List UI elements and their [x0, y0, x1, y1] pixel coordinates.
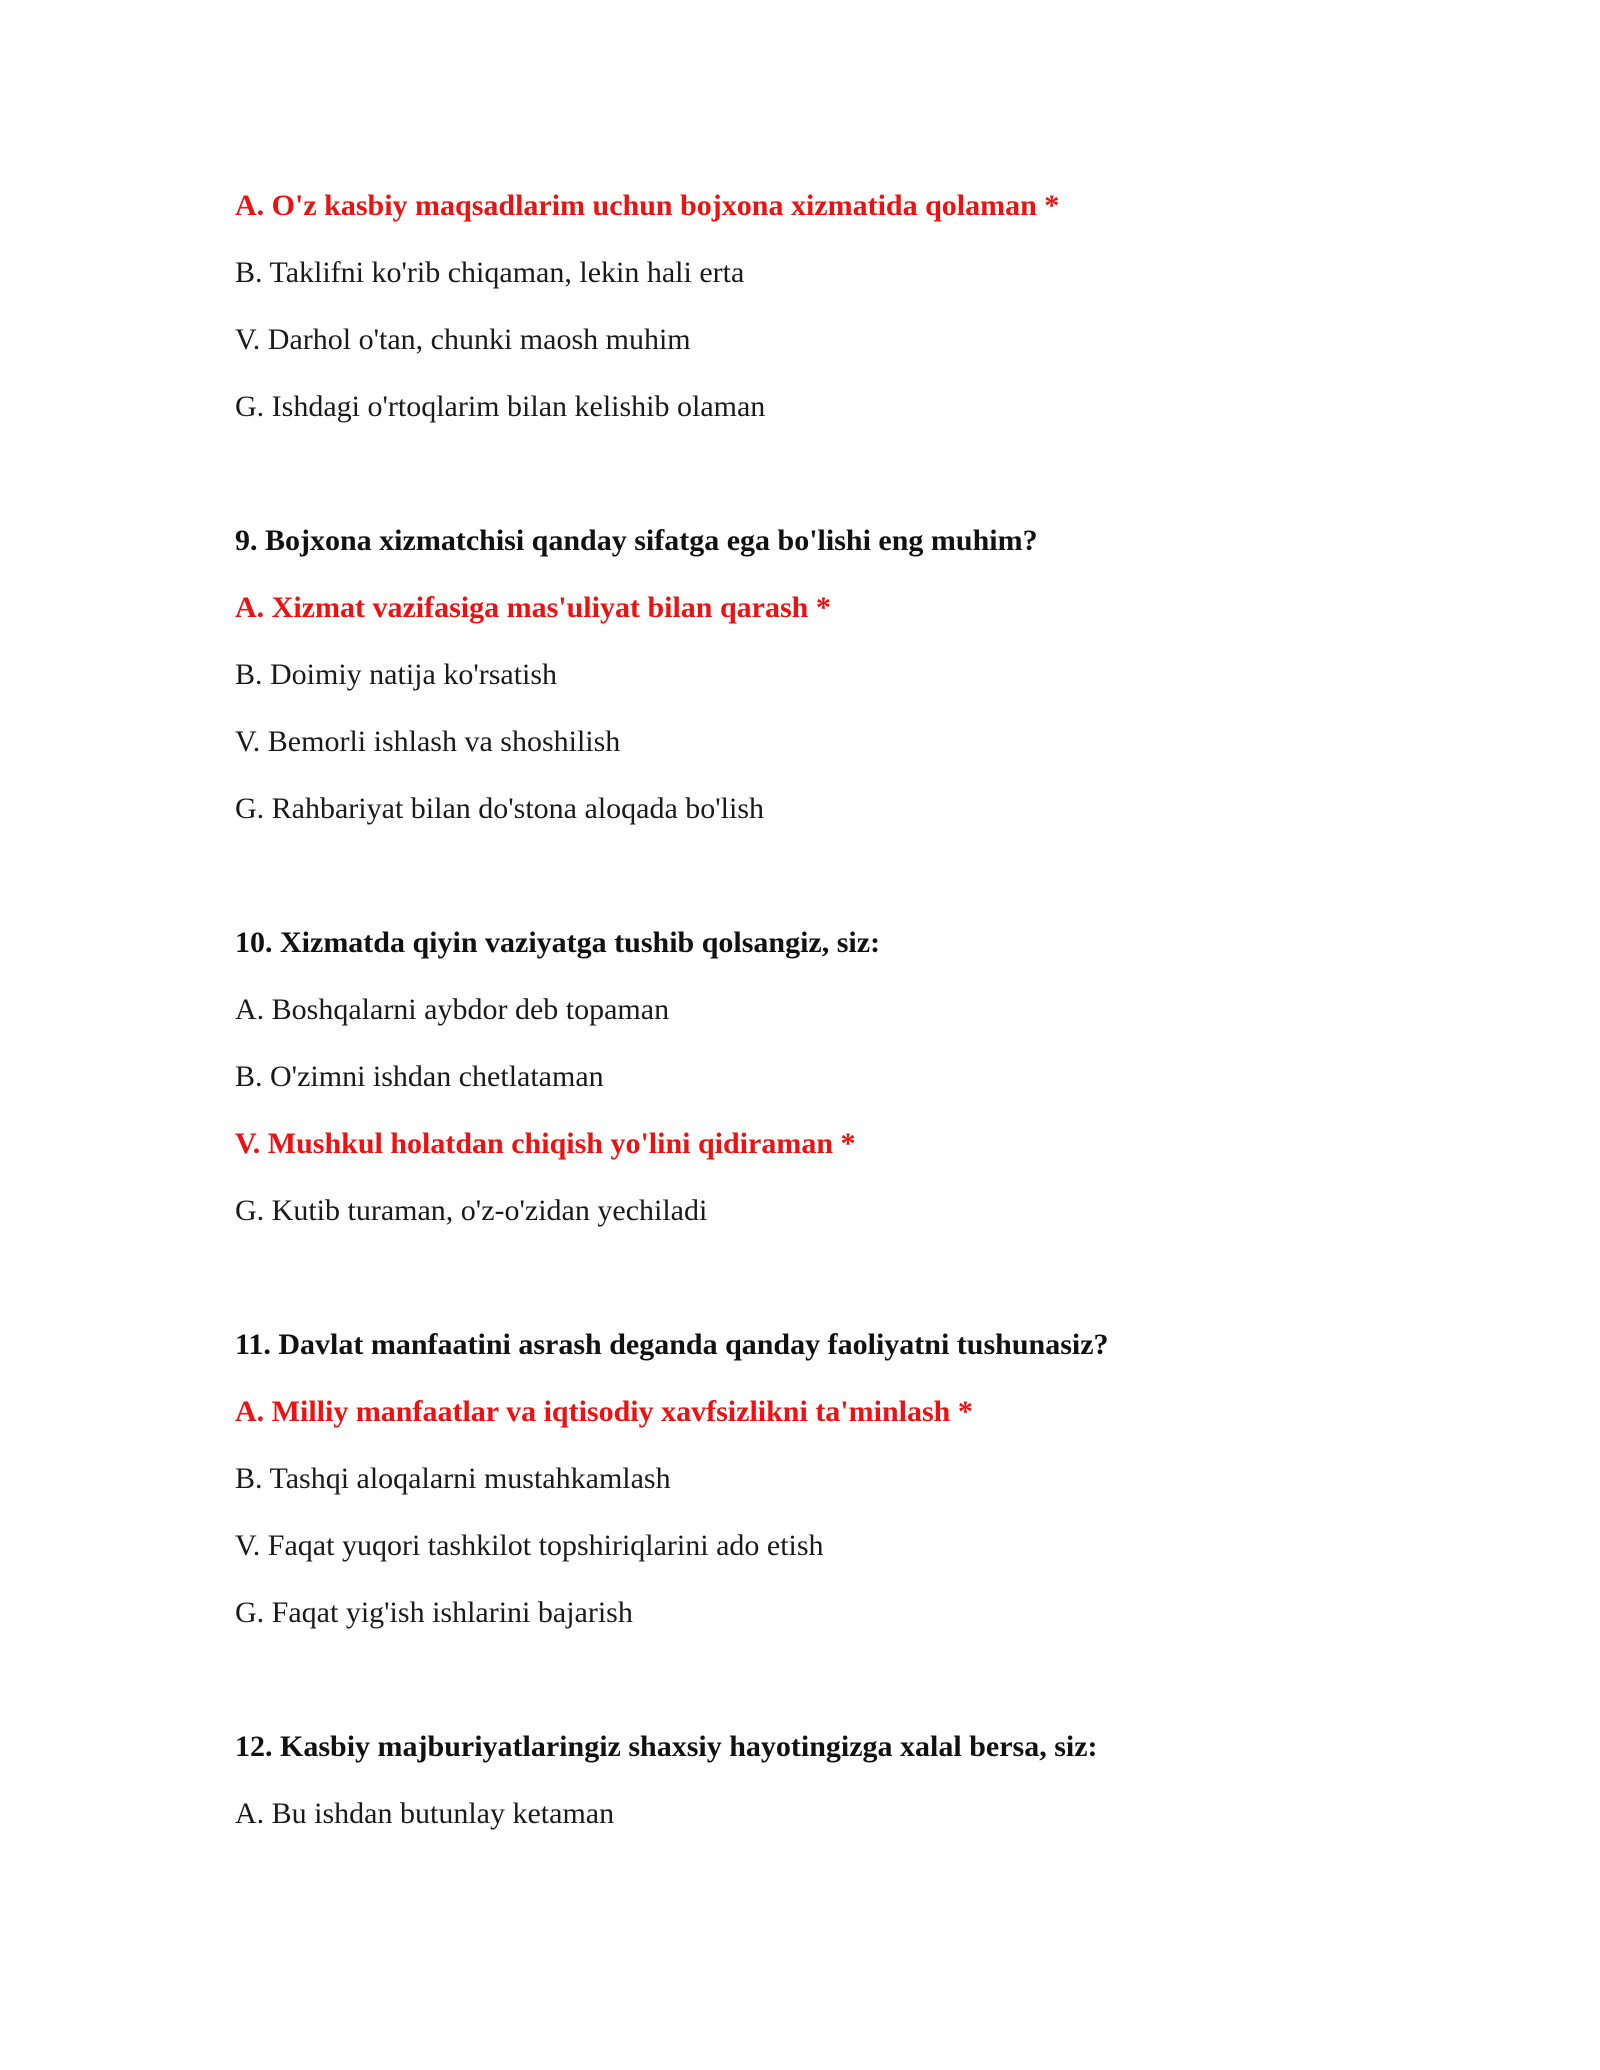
- answer-option: B. O'zimni ishdan chetlataman: [235, 1060, 604, 1093]
- answer-option: V. Faqat yuqori tashkilot topshiriqlarini ado etish: [235, 1529, 824, 1562]
- question-12: 12. Kasbiy majburiyatlaringiz shaxsiy hayotingizga xalal bersa, siz:: [235, 1730, 1098, 1763]
- answer-option: A. Bu ishdan butunlay ketaman: [235, 1797, 615, 1830]
- answer-option-correct: A. Xizmat vazifasiga mas'uliyat bilan qarash *: [235, 591, 831, 624]
- answer-option: B. Doimiy natija ko'rsatish: [235, 658, 558, 691]
- question-10: 10. Xizmatda qiyin vaziyatga tushib qolsangiz, siz:: [235, 926, 881, 959]
- answer-option: G. Ishdagi o'rtoqlarim bilan kelishib olaman: [235, 390, 766, 423]
- answer-option: B. Tashqi aloqalarni mustahkamlash: [235, 1462, 671, 1495]
- answer-option-correct: V. Mushkul holatdan chiqish yo'lini qidiraman *: [235, 1127, 856, 1160]
- question-9: 9. Bojxona xizmatchisi qanday sifatga ega bo'lishi eng muhim?: [235, 524, 1038, 557]
- answer-option-correct: A. Milliy manfaatlar va iqtisodiy xavfsizlikni ta'minlash *: [235, 1395, 973, 1428]
- answer-option: G. Kutib turaman, o'z-o'zidan yechiladi: [235, 1194, 708, 1227]
- answer-option: V. Bemorli ishlash va shoshilish: [235, 725, 621, 758]
- answer-option-correct: A. O'z kasbiy maqsadlarim uchun bojxona xizmatida qolaman *: [235, 189, 1060, 222]
- answer-option: V. Darhol o'tan, chunki maosh muhim: [235, 323, 691, 356]
- question-11: 11. Davlat manfaatini asrash deganda qanday faoliyatni tushunasiz?: [235, 1328, 1109, 1361]
- answer-option: G. Faqat yig'ish ishlarini bajarish: [235, 1596, 633, 1629]
- answer-option: G. Rahbariyat bilan do'stona aloqada bo'lish: [235, 792, 765, 825]
- answer-option: B. Taklifni ko'rib chiqaman, lekin hali erta: [235, 256, 745, 289]
- answer-option: A. Boshqalarni aybdor deb topaman: [235, 993, 670, 1026]
